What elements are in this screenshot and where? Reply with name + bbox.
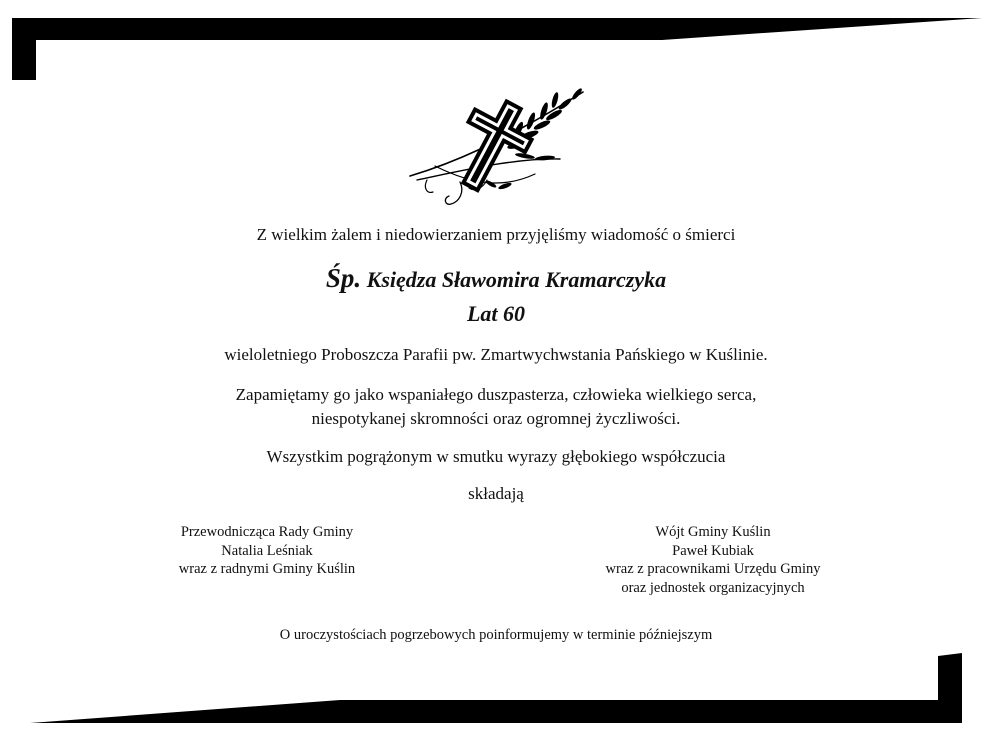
memory-line-2: niespotykanej skromności oraz ogromnej życzliwości.: [311, 409, 681, 428]
signatory-right-line: oraz jednostek organizacyjnych: [621, 579, 805, 596]
deceased-role: wieloletniego Proboszcza Parafii pw. Zmartwychwstania Pańskiego w Kuślinie.: [224, 345, 768, 364]
deceased-full-name: Księdza Sławomira Kramarczyka: [366, 267, 667, 292]
signoff-text: składają: [468, 484, 524, 503]
frame-bottom-bar: [30, 653, 962, 723]
signatory-left-line: Natalia Leśniak: [221, 542, 313, 559]
deceased-age: Lat 60: [466, 301, 526, 326]
cross-with-palm-branch-icon: [405, 84, 590, 209]
notice-intro: Z wielkim żalem i niedowierzaniem przyjęliśmy wiadomość o śmierci: [256, 225, 736, 244]
signatory-right-line: Wójt Gminy Kuślin: [655, 524, 771, 540]
condolence-text: Wszystkim pogrążonym w smutku wyrazy głębokiego współczucia: [266, 447, 726, 466]
signatory-left-line: Przewodnicząca Rady Gminy: [180, 524, 354, 540]
signatory-left: [117, 523, 417, 579]
memory-line-1: Zapamiętamy go jako wspaniałego duszpasterza, człowieka wielkiego serca,: [235, 385, 757, 404]
funeral-info: O uroczystościach pogrzebowych poinformujemy w terminie późniejszym: [279, 627, 713, 643]
deceased-name: [0, 263, 992, 294]
signatory-right-line: wraz z pracownikami Urzędu Gminy: [605, 561, 821, 577]
signatory-right-line: Paweł Kubiak: [672, 542, 754, 559]
name-prefix: Śp.: [325, 263, 362, 293]
signatory-left-line: wraz z radnymi Gminy Kuślin: [178, 561, 356, 577]
frame-top-bar: [12, 18, 982, 80]
signatory-right: [563, 523, 863, 597]
